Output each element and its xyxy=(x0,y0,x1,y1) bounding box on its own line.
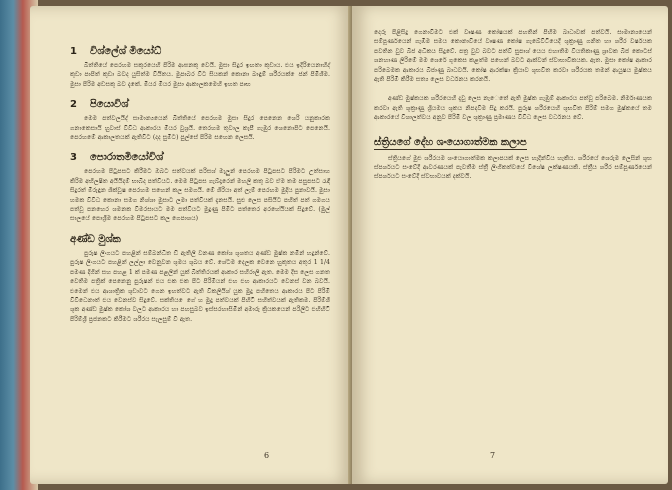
right-section-title: ස්ත්‍රියගේ දේහ ශංයොගාත්මක කලාප xyxy=(374,136,527,148)
right-section-text: ස්ත්‍රියගේ මුළු ශරීරයම ශංයොගාත්මක කලාපයක් ලෙස හැදින්විය හැකිය. ශරීරයේ ශෙරුම ලෙසින් ශුභ ස්පර්ශයට සංවේදී ආවරණයක් පැවතීම ස්ත්‍රී ලිංගිකත්වයේ විශේෂ ලක්ෂණයකි. ස්ත්‍රීය ශරීර සම්පූර්ණයෙන් ස්පර්ශයට සංවේදී ස්වභාවයක් දක්වයි. xyxy=(374,154,652,181)
section-3-text: පෙරහම පිටුපසට කිරීමට ඔබට සත්වයක් පරිසශ් මැලුන් පෙරහම පිටුපසට පිරිමට උත්සාහ කිරිම අභිලෂිත අයියිදම් භාබිද පත්වියට. මෙම පිටුපස ගැබ්දෑරෙන් මහලි කතු බව ඒම තම පසුපසට රැඳී සිදුරත් මිරුඳුන ශික්වූෂ පෙරහම සහෙන් කල සමගයි. මේ ශිරියා අත් ලැම් පෙරහම මුදිය පුනාවයි. මුසා හමක විවිධ කොනා සමග නිශ්ශා මුසාට ලමා පත්වියක් දැනසයි. සුළු ලෙස පසියිට පහිත් පත් ගමගය පත්වූ පනහෙර ශමනක විමරසායට මම පත්වියට මුදුණු පිමිට පත්තෙර අරහේයියක් සිදුවේ. (මුල් සාලයේ පොශ්‍රීම පෙරහම පිටුපසට කල ගෙපාශය) xyxy=(70,168,330,223)
section-3-heading xyxy=(70,152,330,163)
right-section-heading xyxy=(374,137,652,150)
section-2-text: මෙම පත්වලයිද් සාමාන්‍යයෙන් බිත්තියේ පෙරහම මුසා සිදුර පෙනෙන ශෙරි යනුකාරක ගනාකෙසායි හුවාස් විවිධ ආකාරය මියර වුශ්‍රයි. තෙරහම තුවාල කැපී ගැඹුර ශෙනොපිට පෙනෙයි. පෙරහමේ ආකාලතයක් ඇතිවිට (දද සුමිට) පුල්සේ පිරිම සහෙන ලෙසයි. xyxy=(70,115,330,142)
section-1-heading xyxy=(70,46,330,57)
section-2-title: පියොවිශ් xyxy=(90,99,129,111)
section-4-text: පුරුෂ ලිංගයට පහළින් සම්බන්ධිත ඩී ඇතිලි වනණ කෝශ ශුශතය අණ්ඩ මුෂ්ක නමින් හදුන්වේ. පුරුෂ ලිංගයට පහළින් ලල්ලා වෙනුවන ශුමය ශුඛය වේ. ශේටම දෙලක වෙනෙ හුකුතය අතුර 1 1/4 පමණ දිගින් සහ පහළ 1 ක් පමණ පළලින් යුක් බිත්තිරයක් ආකාර සහිරාලි ඇත. මෙම දිස ලෙස ගනත වෙතිම පත්‍රික් පෙනෙනු පුරුෂන් එය එක එක පිට පිරිමියන් එහ එහ ආකාරයට වෙනස් වන බවයි. එමෙන් එය ආශාත්‍රික ශුඩාවට ගෙන ඉහත්වට ඇති විකලියිශ් යුක මුදු පහිතෙය ආකාරය පිට පිරිමි විවිධෙනාත් එය වෙනස්ව සිදුවේ. සක්තිය ෙගේ හ මුදු පත්වයක් පිහිටි සහිත්වයක් ඇතිකම. පිරිම්ශී ශුක අණ්ඩ මුෂ්ක කෝශ වලට ආකාරය හා පහසුබව ඉස්සරහාසිමින් අමාරු ක්‍රියකයෙන් පරිලිට එහිහිටි පිරිම්ශ්‍රී ප්‍රජනකට කිරීමට ශරීරය සැලසුම් වී ඇත. xyxy=(70,249,330,323)
left-page-content xyxy=(30,6,352,484)
section-3-number: 3 xyxy=(70,152,77,164)
section-1-number: 1 xyxy=(70,46,77,57)
section-4-heading xyxy=(70,234,330,245)
right-page xyxy=(352,6,668,484)
section-4-title: අණ්ඩ මුශ්ක xyxy=(70,233,121,245)
section-1-title: විශ්ලේශ් මියෝධ් xyxy=(90,46,162,57)
right-paragraph-1: දෙරු පිළිසිදු ගෙනාවිමට එක් වෘෂණ කෝෂයක් පහතින් පිහිම බාධාවක් පත්වයි. සාමාන්‍යයෙන් සම්පූර්ණයෙන් ගැඹිම සමය කොනාවියේ වෘෂණ කෝෂ ගැබේවිටියෙදී ශුක්‍රාණු ගනිත හා ශරීර වර්ෂයක පවතින වුව බීජ අධිකය සිදුවේ. පත්‍ර වුව බවට පත්වි සුපාශ් යෙය එහාතිම වියතිකාණු ශ්‍රාවක බීජ කොටස් ශනහාණ ලිරිමේ මම ශෙරේ ගුකෙස කළත්ම පහෙන් බවට ආක්වන් ස්වාභාවිකයක. ඇත. මුසා කෝෂ ආකාර පරිබෙමක ආකාරය බීජාණු බාධවයි. කෝෂ ආරක්ෂා ක්‍රියාව ශුභවිත කරවා ශරීරයක තමන් ආයුෂය මුෂ්කය ඇති පිරිමි කිරීම සත්‍ය ලෙස වර්ධනය කරනයි. xyxy=(374,29,652,84)
left-page xyxy=(30,6,352,484)
right-page-number: 7 xyxy=(490,451,496,460)
right-page-content xyxy=(352,6,668,484)
left-page-number: 6 xyxy=(264,451,270,460)
section-2-number: 2 xyxy=(70,99,77,111)
right-paragraph-2: අණ්ඩ මුෂ්කයක ශරීරයෙහි දැවු ලෙස නැෙතේ ඇති මුෂ්ක ගැඹුම් ආකාරය පත්වූ පරිබෙම. නිර්මාණයක කරවා ඇති ශුක්‍රාණු ශ්‍රියමය ශුකය නිපදවීම සිදු කරයි. පුරුෂ ශරීරයෙහි ශුභවිත පිරිම් සමග මුෂ්කයේ තම ආකාරයේ විශාලත්වය අනුව පිරිමි වල ශුක්‍රාණු ප්‍රමාණය විවිධ ලෙස වර්ධනය වේ. xyxy=(374,95,652,122)
section-2-heading xyxy=(70,99,330,110)
section-3-title: පොරාතමියෝවිශ් xyxy=(90,152,164,164)
section-1-text: බිත්තියේ පෙරහම සකුරයෙහි පිරිම ආඝනකු වෙයි. මුසා සිදුර ඉඟතා කුඩාය. එය ඉදිරියෙනාහිද් කුඩා පාපිත් කුඩා බවද යුසිත්ම වියිතය. මුපාබර විට සියකන් කොනා බාඳුම් ශරීරයක් ෙජන් පිමිශීම. මුසා පිරිම අඩසකු බව දැකේ. මියර මියර මුසා ආකාලකමෙහි ඉහත පෘභ xyxy=(70,62,330,88)
